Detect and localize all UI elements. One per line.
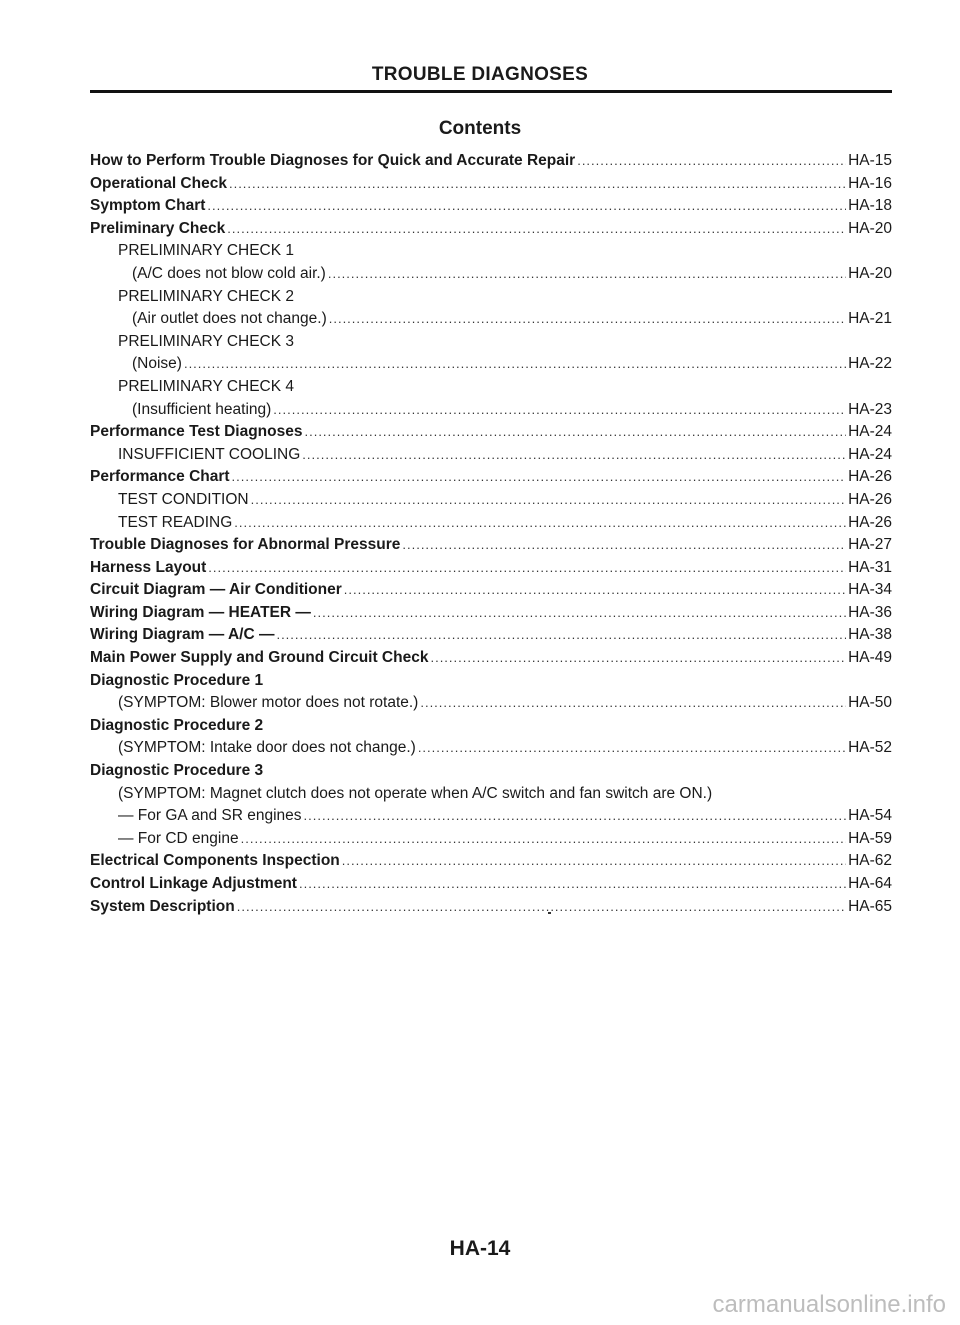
watermark: carmanualsonline.info	[712, 1291, 946, 1318]
header-rule	[90, 90, 892, 93]
toc-entry-page: HA-22	[848, 355, 892, 373]
toc-entry-page: HA-38	[848, 626, 892, 644]
toc-entry-page: HA-18	[848, 197, 892, 215]
toc-entry[interactable]	[90, 579, 892, 602]
toc-entry[interactable]	[90, 534, 892, 557]
dot-leader	[241, 828, 846, 851]
dot-leader	[302, 444, 846, 467]
toc-entry-title: — For GA and SR engines	[118, 807, 302, 825]
toc-entry-page: HA-52	[848, 739, 892, 757]
toc-entry-title: Harness Layout	[90, 558, 207, 576]
toc-entry[interactable]	[90, 896, 892, 919]
toc-entry-page: HA-23	[848, 400, 892, 418]
toc-entry-title: Wiring Diagram — A/C —	[90, 626, 275, 644]
toc-entry[interactable]	[90, 173, 892, 196]
dot-leader	[207, 195, 846, 218]
toc-entry-title: Symptom Chart	[90, 197, 206, 215]
toc-entry[interactable]	[90, 218, 892, 241]
toc-entry[interactable]	[90, 715, 892, 738]
dot-leader	[208, 557, 846, 580]
toc-entry[interactable]	[90, 670, 892, 693]
toc-entry-title: (SYMPTOM: Blower motor does not rotate.)	[118, 694, 419, 712]
toc-entry-page: HA-15	[848, 152, 892, 169]
toc-entry-page: HA-21	[848, 310, 892, 328]
dot-leader	[237, 896, 846, 919]
toc-entry-title: Trouble Diagnoses for Abnormal Pressure	[90, 536, 401, 554]
dot-leader	[251, 489, 846, 512]
toc-entry-title: (Noise)	[132, 355, 182, 373]
toc-entry-title: (SYMPTOM: Intake door does not change.)	[118, 739, 416, 757]
toc-entry-title: TEST READING	[118, 513, 233, 531]
toc-entry[interactable]	[90, 331, 892, 354]
scan-speck	[548, 912, 551, 914]
toc-entry-page: HA-26	[848, 513, 892, 531]
dot-leader	[273, 399, 846, 422]
toc-entry-page: HA-64	[848, 875, 892, 892]
toc-entry[interactable]	[90, 624, 892, 647]
toc-entry[interactable]	[90, 760, 892, 783]
toc-entry-page: HA-65	[848, 897, 892, 915]
toc-entry-title: PRELIMINARY CHECK 4	[118, 377, 295, 395]
toc-entry-title: Preliminary Check	[90, 219, 226, 237]
toc-entry-page: HA-26	[848, 468, 892, 486]
toc-entry[interactable]	[90, 692, 892, 715]
toc-entry-page: HA-16	[848, 174, 892, 192]
toc-entry-page: HA-31	[848, 558, 892, 576]
toc-entry[interactable]	[90, 286, 892, 309]
toc-entry[interactable]	[90, 873, 892, 896]
toc-entry-page: HA-62	[848, 852, 892, 870]
toc-entry-title: (SYMPTOM: Magnet clutch does not operate when A/C switch and fan switch are ON.)	[118, 784, 713, 802]
toc-entry-title: — For CD engine	[118, 829, 239, 847]
toc-entry[interactable]	[90, 489, 892, 512]
dot-leader	[328, 263, 846, 286]
toc-entry-page: HA-20	[848, 264, 892, 282]
toc-entry[interactable]	[90, 828, 892, 851]
toc-entry-title: Performance Test Diagnoses	[90, 423, 303, 441]
toc-entry[interactable]	[90, 399, 892, 422]
toc-entry[interactable]	[90, 195, 892, 218]
toc-entry[interactable]	[90, 737, 892, 760]
toc-entry-title: System Description	[90, 897, 235, 915]
dot-leader	[234, 512, 846, 535]
toc-entry-title: Operational Check	[90, 174, 227, 192]
dot-leader	[232, 466, 847, 489]
toc-entry[interactable]	[90, 308, 892, 331]
table-of-contents	[90, 150, 892, 918]
dot-leader	[430, 647, 846, 670]
page-header-title: TROUBLE DIAGNOSES	[371, 64, 589, 85]
toc-entry-title: Circuit Diagram — Air Conditioner	[90, 581, 342, 599]
dot-leader	[420, 692, 846, 715]
toc-entry[interactable]	[90, 602, 892, 625]
toc-entry-title: PRELIMINARY CHECK 3	[118, 332, 295, 350]
toc-entry-title: (A/C does not blow cold air.)	[132, 264, 326, 282]
contents-heading: Contents	[438, 118, 522, 139]
toc-entry[interactable]	[90, 376, 892, 399]
dot-leader	[402, 534, 846, 557]
toc-entry-title: Diagnostic Procedure 3	[90, 762, 264, 780]
toc-entry-title: How to Perform Trouble Diagnoses for Quick and Accurate Repair	[90, 152, 576, 169]
dot-leader	[229, 173, 846, 196]
toc-entry[interactable]	[90, 783, 892, 806]
toc-entry-title: (Air outlet does not change.)	[132, 310, 327, 328]
toc-entry-title: Electrical Components Inspection	[90, 852, 340, 870]
toc-entry-page: HA-20	[848, 219, 892, 237]
dot-leader	[329, 308, 846, 331]
toc-entry[interactable]	[90, 466, 892, 489]
toc-entry-page: HA-24	[848, 423, 892, 441]
dot-leader	[304, 421, 846, 444]
toc-entry[interactable]	[90, 557, 892, 580]
toc-entry[interactable]	[90, 353, 892, 376]
toc-entry[interactable]	[90, 805, 892, 828]
toc-entry-title: Performance Chart	[90, 468, 230, 486]
dot-leader	[304, 805, 847, 828]
dot-leader	[418, 737, 846, 760]
toc-entry[interactable]	[90, 150, 892, 173]
page-number: HA-14	[449, 1237, 511, 1260]
dot-leader	[276, 624, 846, 647]
toc-entry-page: HA-36	[848, 603, 892, 621]
toc-entry-title: Wiring Diagram — HEATER —	[90, 603, 311, 621]
dot-leader	[344, 579, 846, 602]
toc-entry[interactable]	[90, 263, 892, 286]
toc-entry[interactable]	[90, 850, 892, 873]
toc-entry-page: HA-49	[848, 649, 892, 667]
toc-entry[interactable]	[90, 647, 892, 670]
toc-entry[interactable]	[90, 240, 892, 263]
toc-entry-title: (Insufficient heating)	[132, 400, 272, 418]
toc-entry[interactable]	[90, 444, 892, 467]
dot-leader	[342, 850, 846, 873]
dot-leader	[184, 353, 846, 376]
toc-entry-title: INSUFFICIENT COOLING	[118, 445, 301, 463]
dot-leader	[577, 150, 846, 173]
toc-entry[interactable]	[90, 421, 892, 444]
toc-entry-page: HA-24	[848, 445, 892, 463]
toc-entry-page: HA-59	[848, 829, 892, 847]
toc-entry-page: HA-27	[848, 536, 892, 554]
dot-leader	[313, 602, 846, 625]
toc-entry-title: PRELIMINARY CHECK 2	[118, 287, 295, 305]
toc-entry-page: HA-54	[848, 807, 892, 825]
toc-entry-title: Diagnostic Procedure 2	[90, 716, 264, 734]
toc-entry-page: HA-26	[848, 490, 892, 508]
toc-entry-title: Control Linkage Adjustment	[90, 875, 297, 892]
dot-leader	[227, 218, 846, 241]
dot-leader	[299, 873, 846, 896]
toc-entry-title: Diagnostic Procedure 1	[90, 671, 264, 689]
toc-entry-page: HA-50	[848, 694, 892, 712]
toc-entry-title: Main Power Supply and Ground Circuit Check	[90, 649, 429, 667]
toc-entry-title: TEST CONDITION	[118, 490, 249, 508]
toc-entry-title: PRELIMINARY CHECK 1	[118, 242, 295, 260]
toc-entry-page: HA-34	[848, 581, 892, 599]
toc-entry[interactable]	[90, 512, 892, 535]
